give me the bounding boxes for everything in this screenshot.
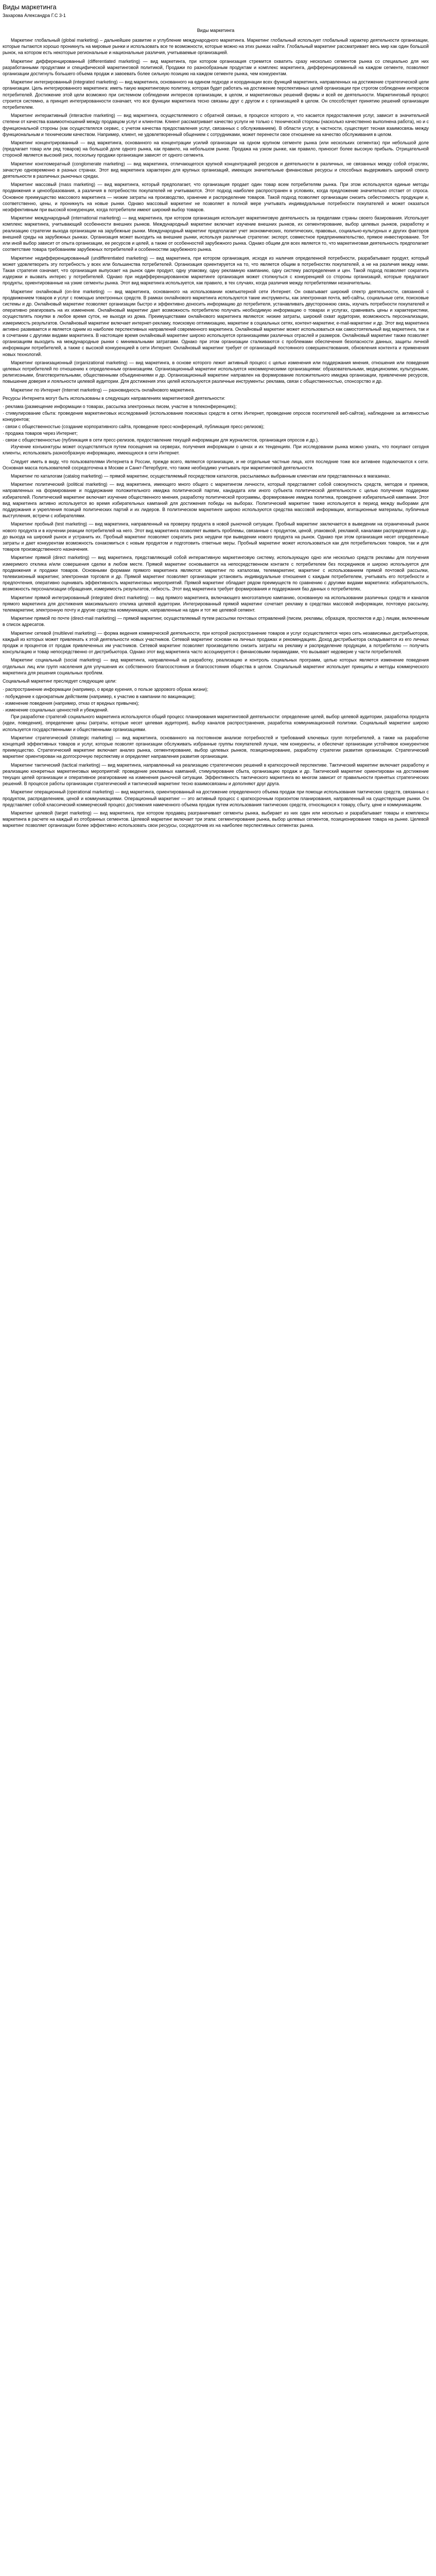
list-item: · изменение поведения (например, отказ от вредных привычек); xyxy=(3,700,139,706)
paragraph: Маркетинг онлайновый (on-line marketing) — вид маркетинга, основанного на использовании компьютерной сети Интернет. Он охватывает широкий спектр деятельности, связанной с продвижением товаров и услуг с помощью электронных средств. В рамках онлайнового маркетинга используются такие инструменты, как электронная почта, веб-сайты, социальные сети, поисковые системы и др. Онлайновый маркетинг позволяет организации быстро и эффективно доносить информацию до потребителя, устанавливать двустороннюю связь, изучать потребности покупателей и оперативно реагировать на их изменение. Онлайновый маркетинг дает возможность потребителю получать необходимую информацию о товарах и услугах, сравнивать цены и характеристики, осуществлять покупки в любое время суток, не выходя из дома. Преимуществами онлайнового маркетинга являются: низкие затраты, широкий охват аудитории, возможность персонализации, измеримость результатов. Онлайновый маркетинг включает интернет-рекламу, поисковую оптимизацию, маркетинг в социальных сетях, контент-маркетинг, e-mail-маркетинг и др. Этот вид маркетинга активно развивается и является одним из наиболее перспективных направлений современного маркетинга. Онлайновый маркетинг может использоваться как самостоятельный вид маркетинга, так и в сочетании с другими видами маркетинга. В настоящее время онлайновый маркетинг широко используется организациями различных отраслей и размеров. Онлайновый маркетинг также позволяет организациям выходить на международные рынки с минимальными затратами. Однако при этом организации сталкиваются с проблемами обеспечения безопасности данных, защиты личной информации потребителей, а также с высокой конкуренцией в сети Интернет. Онлайновый маркетинг требует от организаций постоянного совершенствования, обновления контента и применения новых технологий. xyxy=(3,289,429,357)
list-item: · связи с общественностью (создание корпоративного сайта, проведение пресс-конференций, публикация пресс-релизов); xyxy=(3,423,265,429)
paragraph: Маркетинг стратегический (strategic marketing) — вид маркетинга, основанного на постоянном анализе потребностей и требований ключевых групп потребителей, а также на разработке концепций эффективных товаров и услуг, которые позволят организации обслуживать избранные группы покупателей лучше, чем конкуренты, и обеспечат организации устойчивое конкурентное преимущество. Стратегический маркетинг включает анализ рынка, сегментирование, выбор целевых рынков, позиционирование, разработку стратегии развития организации. Стратегический маркетинг ориентирован на долгосрочную перспективу и определяет направления развития организации. xyxy=(3,735,429,759)
document-title: Виды маркетинга xyxy=(3,3,57,11)
paragraph: Маркетинг целевой (target marketing) — вид маркетинга, при котором продавец разграничивает сегменты рынка, выбирает из них один или несколько и разрабатывает товары и комплексы маркетинга в расчете на каждый из отобранных сегментов. Целевой маркетинг включает три этапа: сегментирование рынка, выбор целевых сегментов, позиционирование товара на рынке. Целевой маркетинг позволяет организации более эффективно использовать свои ресурсы, сосредоточив их на наиболее перспективных сегментах рынка. xyxy=(3,810,429,828)
paragraph: Ресурсы Интернета могут быть использованы в следующих направлениях маркетинговой деятельности: xyxy=(3,395,225,401)
paragraph: Маркетинг дифференцированный (differentiated marketing) — вид маркетинга, при котором организация стремится охватить сразу несколько сегментов рынка со специально для них разработанными продуктами и специфической маркетинговой политикой, Продажи по разнообразным продуктам и комплекс маркетинга, дифференцированный на каждом сегменте, позволяют организации достигнуть большего объема продаж и завоевать более сильную позицию на каждом сегменте рынка, чем конкурентам. xyxy=(3,58,429,77)
paragraph: Следует иметь в виду, что пользователями Интернета в России, прежде всего, являются организации, и не отдельные частные лица, хотя последние тоже все активнее подключаются к сети. Основная масса пользователей сосредоточена в Москве и Санкт-Петербурге, что также необходимо учитывать при маркетинговой деятельности. xyxy=(3,459,429,470)
list-item: · связи с общественностью (публикация в сети пресс-релизов, предоставление текущей информации для журналистов, организация опросов и др.). xyxy=(3,437,319,443)
paragraph: Маркетинг пробный (test marketing) — вид маркетинга, направленный на проверку продукта в новой рыночной ситуации. Пробный маркетинг заключается в выведении на ограниченный рынок нового продукта и в изучении реакции потребителей на него. Этот вид маркетинга позволяет выявить проблемы, связанные с продуктом, ценой, упаковкой, рекламой, каналами распределения и др., до выхода на широкий рынок и устранить их. Пробный маркетинг позволяет сократить риск неудачи при выведении нового продукта на рынок. Однако при этом организация несет определенные затраты и дает конкурентам возможность ознакомиться с новым продуктом и подготовить ответные меры. Пробный маркетинг может использоваться как для потребительских товаров, так и для товаров производственного назначения. xyxy=(3,521,429,552)
paragraph: Маркетинг концентрированный — вид маркетинга, основанного на концентрации усилий организации на одном крупном сегменте рынка (или нескольких сегментах) при небольшой доле (предлагает товар или ряд товаров) на большой доле одного рынка, как правило, на небольшом рынке. Продажа на узком рынке, как правило, приносит более высокую прибыль. Отрицательной стороной является высокий риск, поскольку продажи организации зависят от одного сегмента. xyxy=(3,140,429,158)
paragraph: Маркетинг интерактивный (interactive marketing) — вид маркетинга, осуществляемого с обратной связью, в процессе которого и, что касается предоставления услуг, зависит в значительной степени от качества взаимоотношений между продавцом услуг и клиентом. Клиент рассматривает качество услуги не только с технической стороны (насколько качественно выполнена работа), но и с функциональной стороны (как осуществлялся сервис, с учетом качества предоставления услуг, связанных с обслуживанием). В области услуг, в частности, существует тесная взаимосвязь между функциональным и техническим качеством. Например, клиент, не удовлетворенный общением с сотрудниками, может перенести свое отношение на качество обслуживания в целом. xyxy=(3,113,429,137)
list-item: · распространение информации (например, о вреде курения, о пользе здорового образа жизни); xyxy=(3,687,208,692)
paragraph: Маркетинг по каталогам (catalog marketing) — прямой маркетинг, осуществляемый посредством каталогов, рассылаемых выбранным клиентам или представленных в магазинах. xyxy=(11,473,391,479)
list-item: · изменение социальных ценностей и убеждений. xyxy=(3,707,109,713)
paragraph: Маркетинг недифференцированный (undifferentiated marketing) — вид маркетинга, при котором организация, исходя из наличия определенной потребности, разрабатывает продукт, который может удовлетворить эту потребность у всех или большинства потребителей. Организация ориентируется на то, что является общим в потребностях покупателей, а не на различия между ними. Такая стратегия означает, что организация выпускает на рынок один продукт, одну упаковку, одну рекламную кампанию, одну систему распределения и цен. Такой подход позволяет сократить издержки и вызвать интерес у потребителей. Однако при недифференцированном маркетинге организация может столкнуться с конкуренцией со стороны организаций, которые предлагают продукты, ориентированные на узкие сегменты рынка. Этот вид маркетинга используется, как правило, в тех случаях, когда различия между потребителями незначительны. xyxy=(3,255,429,286)
paragraph: Маркетинг прямой по почте (direct-mail marketing) — прямой маркетинг, осуществляемый путем рассылки почтовых отправлений (писем, рекламы, образцов, проспектов и др.) лицам, включенным в список адресатов. xyxy=(3,616,429,628)
paragraph: Маркетинг политический (political marketing) — вид маркетинга, имеющего много общего с маркетингом личности, который представляет собой совокупность средств, методов и приемов, направленных на формирование и поддержание положительного имиджа политической партии, кандидата или иного субъекта политической деятельности с целью получения поддержки избирателей. Политический маркетинг включает изучение общественного мнения, разработку политической программы, формирование имиджа политика, проведение избирательной кампании. Этот вид маркетинга активно используется во время избирательных кампаний для достижения победы на выборах. Политический маркетинг также используется в период между выборами для поддержания и укрепления позиций политических партий и их лидеров. В политическом маркетинге широко используются средства массовой информации, агитационные материалы, публичные выступления, встречи с избирателями. xyxy=(3,482,429,519)
paragraph: Маркетинг социальный (social marketing) — вид маркетинга, направленный на разработку, реализацию и контроль социальных программ, целью которых является изменение поведения отдельных лиц или групп населения для улучшения их собственного благосостояния и благосостояния общества в целом. Социальный маркетинг использует принципы и методы коммерческого маркетинга для решения социальных проблем. xyxy=(3,657,429,675)
paragraph: Маркетинг операционный (operational marketing) — вид маркетинга, ориентированный на достижение определенного объема продаж при помощи использования тактических средств, связанных с продуктом, распределением, ценой и коммуникациями. Операционный маркетинг — это активный процесс с краткосрочным горизонтом планирования, направленный на существующие рынки. Он представляет собой классический коммерческий процесс достижения намеченного объема продаж путем использования тактических средств, относящихся к товару, сбыту, цене и коммуникациям. xyxy=(3,789,429,807)
document xyxy=(0,0,436,841)
list-item: · стимулирование сбыта: проведение маркетинговых исследований (использование поисковых средств в сетях Интернет, проведение опросов посетителей веб-сайтов), наблюдение за активностью конкурентов; xyxy=(3,411,429,422)
paragraph: Маркетинг организационный (organizational marketing) — вид маркетинга, в основе которого лежит активный процесс с целью изменения или поддержания мнения, отношения или поведения целевых потребителей по отношению к определенным организациям. Организационный маркетинг используется некоммерческими организациями: образовательными, медицинскими, культурными, религиозными, благотворительными, общественными объединениями и др. Организационный маркетинг направлен на формирование положительного имиджа организации, привлечение ресурсов, повышение доверия и лояльности целевой аудитории. Для достижения этих целей используются различные инструменты: реклама, связи с общественностью, спонсорство и др. xyxy=(3,360,429,384)
paragraph: Маркетинг по Интернет (Internet marketing) — разновидность онлайнового маркетинга. xyxy=(11,387,195,393)
paragraph: Маркетинг прямой интегрированный (integrated direct marketing) — вид прямого маркетинга, включающего многоэтапную кампанию, основанную на использовании различных средств и каналов прямого маркетинга для достижения максимального отклика целевой аудитории. Интегрированный прямой маркетинг сочетает рекламу в средствах массовой информации, почтовую рассылку, телемаркетинг, электронную почту и другие средства коммуникации, направленные на один и тот же целевой сегмент. xyxy=(3,595,429,613)
paragraph: Маркетинг массовый (mass marketing) — вид маркетинга, который предполагает, что организация продает один товар всем потребителям рынка. При этом используются единые методы продвижения и ценообразования, а различия в потребностях покупателей не учитываются. Этот подход наиболее распространен в условиях, когда предложение значительно отстает от спроса. Основное преимущество массового маркетинга — низкие затраты на производство, хранение и распределение товаров. Такой подход позволяет организации снизить себестоимость продукции и, соответственно, цены, и проникнуть на новые рынки. Однако массовый маркетинг не позволяет в полной мере учитывать индивидуальные потребности покупателей и может оказаться неэффективным при высокой конкуренции, когда потребители имеют широкий выбор товаров. xyxy=(3,182,429,213)
document-body xyxy=(3,37,429,829)
paragraph: Изучение конъюнктуры может осуществляться путем посещения на серверах, получения информации о ценах и их тенденциях. При исследовании рынка можно узнать, что покупают сегодня клиенты, использовать разнообразную информацию, имеющуюся в сети Интернет. xyxy=(3,444,429,456)
list-item: · продажа товаров через Интернет; xyxy=(3,430,78,436)
paragraph: Маркетинг глобальный (global marketing) – дальнейшее развитие и углубление международного маркетинга. Маркетинг глобальный использует глобальный характер деятельности организации, которые пытаются хорошо проникнуть на мировые рынки и использовать все те возможности, которые можно на этих рынках найти. Глобальный маркетинг рассматривает весь мир как один большой рынок, на котором есть некоторые региональные и национальные различия, учитываемые организацией. xyxy=(3,38,429,56)
list-item: · реклама (размещение информации о товарах, рассылка электронных писем, участие в телеконференциях); xyxy=(3,403,237,409)
paragraph: При разработке стратегий социального маркетинга используются общий процесс планирования маркетинговой деятельности: определение целей, выбор целевой аудитории, разработка продукта (идеи, поведения), определение цены (затраты, которые несет целевая аудитория), выбор каналов распространения, разработка коммуникационной политики. Социальный маркетинг широко используется государственными и общественными организациями. xyxy=(3,714,429,732)
paragraph: Маркетинг тактический (tactical marketing) — вид маркетинга, направленный на реализацию стратегических решений в краткосрочной перспективе. Тактический маркетинг включает разработку и реализацию конкретных маркетинговых мероприятий: проведение рекламных кампаний, стимулирование сбыта, организацию продаж и др. Тактический маркетинг ориентирован на достижение текущих целей организации и оперативное реагирование на изменения рыночной ситуации. Эффективность тактического маркетинга во многом зависит от правильности принятых стратегических решений. В процессе работы организации стратегический и тактический маркетинг тесно взаимосвязаны и дополняют друг друга. xyxy=(3,762,429,787)
paragraph: Маркетинг интегрированный (integrated marketing) — вид маркетинга, основанного на едином подходе и координации всех функций маркетинга, направленных на достижение стратегической цели организации. Цель интегрированного маркетинга: иметь такую маркетинговую политику, которая будет работать на достижение перспективных целей организации при строгом соблюдении интересов потребителей. Достижение этой цели возможно при системном соблюдении интересов организации, в целом, и маркетинговых решений фирмы и всей ее деятельности. Маркетинговый процесс строится системно, а принцип интегрированности означает, что все функции маркетинга тесно связаны друг с другом и с организацией в целом. Он способствует принятию решений организации потребителем. xyxy=(3,79,429,110)
list-item: · побуждение к однократным действиям (например, к участию в кампании по вакцинации); xyxy=(3,693,196,699)
paragraph: Маркетинг прямой (direct marketing) — вид маркетинга, представляющий собой интерактивную маркетинговую систему, использующую одно или несколько средств рекламы для получения измеримого отклика и/или совершения сделки в любом месте. Прямой маркетинг основывается на непосредственном контакте с потребителем без посредников и широко используется для продвижения и продажи товаров. Основными формами прямого маркетинга являются: маркетинг по каталогам, телемаркетинг, маркетинг с использованием прямой почтовой рассылки, телевизионный маркетинг, электронная торговля и др. Прямой маркетинг позволяет организации установить индивидуальные отношения с каждым потребителем, учитывать его потребности и предпочтения, оперативно оценивать эффективность маркетинговых мероприятий. Прямой маркетинг обладает рядом преимуществ по сравнению с другими видами маркетинга: избирательность, возможность персонализации обращения, измеримость результатов, гибкость. Этот вид маркетинга требует формирования и поддержания баз данных о потребителях. xyxy=(3,555,429,592)
paragraph: Маркетинг конгломератный (conglomerate marketing) — вид маркетинга, отличающегося крупной концентрацией ресурсов и деятельности в различных, не связанных между собой отраслях, зачастую одновременно в разных странах. Этот вид маркетинга характерен для крупных организаций, имеющих значительные финансовые ресурсы и способных выдерживать широкий спектр деятельности в различных рыночных средах. xyxy=(3,161,429,179)
paragraph: Социальный маркетинг преследует следующие цели: xyxy=(3,679,117,684)
paragraph: Маркетинг международный (international marketing) — вид маркетинга, при котором организация использует маркетинговую деятельность за пределами страны своего базирования. Использует комплекс маркетинга, учитывающий особенности внешних рынков. Международный маркетинг включает изучение внешних рынков, их сегментирование, выбор целевых рынков, разработку и реализацию стратегии выхода организации на зарубежные рынки. Международный маркетинг предполагает учет экономических, политических, правовых, социально-культурных и других факторов внешней среды на зарубежных рынках. Организация может выходить на внешние рынки, используя различные стратегии: экспорт, совместное предпринимательство, прямое инвестирование. Тот или иной выбор зависит от опыта организации, ее ресурсов и целей, а также от особенностей зарубежного рынка. Однако общим для всех является то, что маркетинговая деятельность предполагает соответствие товара требованиям зарубежных потребителей и особенностям зарубежного рынка. xyxy=(3,215,429,252)
document-author: Захарова Александра Г.С 3-1 xyxy=(3,13,66,18)
section-heading: Виды маркетинга xyxy=(197,28,235,33)
paragraph: Маркетинг сетевой (multilevel marketing) — форма ведения коммерческой деятельности, при которой распространение товаров и услуг осуществляется через сеть независимых дистрибьюторов, каждый из которых может привлекать к этой деятельности новых участников. Сетевой маркетинг основан на личных продажах и рекомендациях. Доход дистрибьютора складывается из его личных продаж и процентов от продаж привлеченных им участников. Сетевой маркетинг позволяет производителю снизить затраты на рекламу и распределение продукции, а потребителю — получить консультацию и товар непосредственно от дистрибьютора. Однако этот вид маркетинга часто ассоциируется с финансовыми пирамидами, что вызывает недоверие у части потребителей. xyxy=(3,630,429,655)
